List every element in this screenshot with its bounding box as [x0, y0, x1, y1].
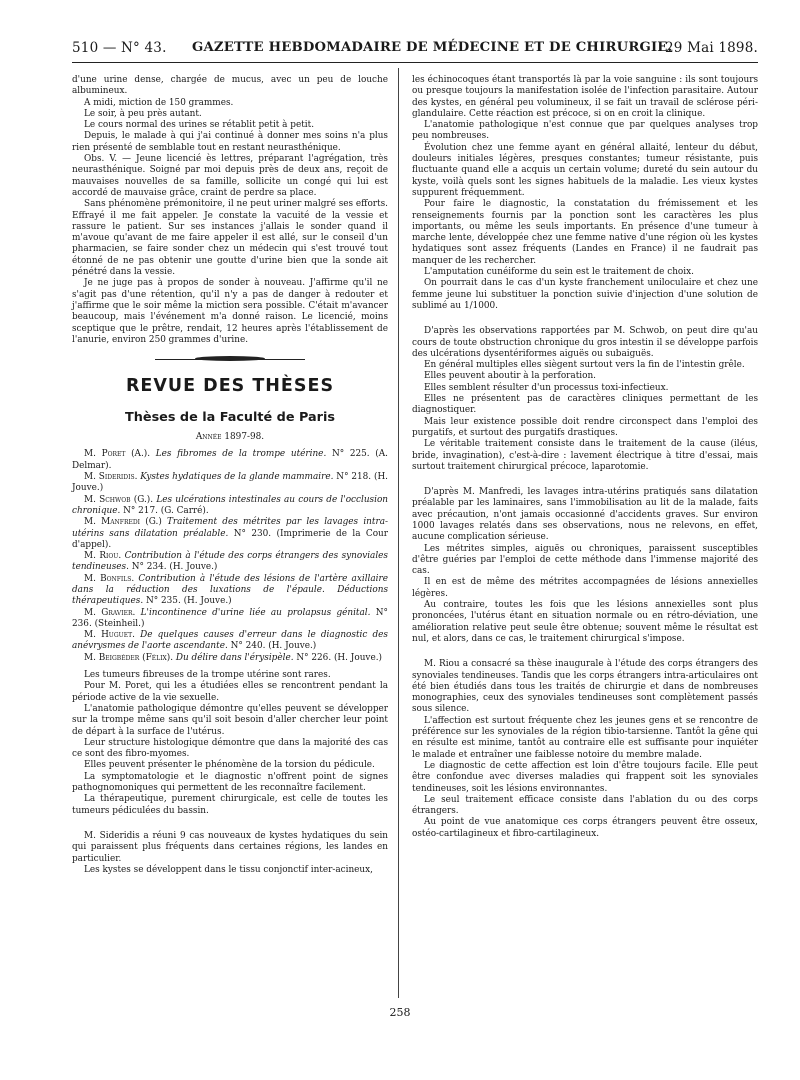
paragraph: A midi, miction de 150 grammes. [84, 97, 234, 108]
thesis-reference: N° 236. (Steinheil.) [72, 607, 388, 629]
column-divider [398, 68, 399, 998]
paragraph: La thérapeutique, purement chirurgicale, est celle de toutes les tumeurs pédiculées du bassin. [72, 794, 388, 816]
paragraph: d'une urine dense, chargée de mucus, avec un peu de louche albumineux. [72, 75, 388, 97]
paragraph: Il en est de même des métrites accompagnées de lésions annexielles légères. [412, 577, 758, 599]
paragraph: En général multiples elles siègent surtout vers la fin de l'intestin grêle. [424, 360, 745, 371]
thesis-title: L'incontinence d'urine liée au prolapsus génital. [140, 607, 371, 618]
paragraph: Sans phénomène prémonitoire, il ne peut uriner malgré ses efforts. Effrayé il me fait appeler. Je constate la vacuité de la vessie et rassure le patient. Sur ses instances j'allais le sonder quand il m'avoue qu'avant de me faire appeler il est allé, sur le conseil d'un pharmacien, se faire sonder chez un médecin qui s'est trouvé tout étonné de ne pas obtenir une goutte d'urine bien que la sonde ait pénétré dans la vessie. [72, 199, 388, 278]
running-header [72, 40, 758, 60]
thesis-reference: N° 230. (Imprimerie de la Cour d'appel). [72, 528, 389, 550]
paragraph: Évolution chez une femme ayant en général allaité, lenteur du début, douleurs initiales légères, presques constantes; tumeur résistante, puis fluctuante quand elle a acquis un certain volume; dureté du sein autour du kyste, voilà quels sont les signes habituels de la maladie. Les vieux kystes suppurent fréquemment. [412, 142, 758, 198]
paragraph: M. Riou a consacré sa thèse inaugurale à l'étude des corps étrangers des synoviales tendineuses. Tandis que les corps étrangers intra-articulaires ont été bien étudiés dans tous les traités de chirurgie et dans de nombreuses monographies, ceux des synoviales tendineuses sont complètement passés sous silence. [412, 659, 758, 715]
thesis-title: Kystes hydatiques de la glande mammaire. [140, 472, 334, 483]
paragraph: D'après M. Manfredi, les lavages intra-utérins pratiqués sans dilatation préalable par les laminaires, sans l'immobilisation au lit de la malade, faits avec précaution, n'ont jamais occasionné d'accidents graves. Sur environ 1000 lavages relatés dans ses observations, nous ne relevons, en effet, aucune complication sérieuse. [412, 487, 758, 543]
thesis-reference: N° 235. (H. Jouve.) [145, 596, 232, 607]
thesis-author: M. Bonfils. [84, 573, 135, 584]
thesis-title: Contribution à l'étude des lésions de l'artère axillaire dans la réduction des luxations de l'épaule. Déductions thérapeutiques. [72, 573, 388, 607]
paragraph: On pourrait dans le cas d'un kyste franchement uniloculaire et chez une femme jeune lui substituer la ponction suivie d'injection d'une solution de sublimé au 1/1000. [412, 278, 758, 311]
thesis-title: Du délire dans l'érysipèle. [175, 652, 294, 663]
paragraph: L'affection est surtout fréquente chez les jeunes gens et se rencontre de préférence sur les synoviales de la région tibio-tarsienne. Tantôt la gêne qui en résulte est minime, tantôt au contraire elle est suffisante pour inquiéter le malade et entraîner une faiblesse notoire du membre malade. [412, 715, 758, 760]
paragraph: Pour faire le diagnostic, la constatation du frémissement et les renseignements fournis par la ponction sont les caractères les plus importants, ou même les seuls importants. En présence d'une tumeur à marche lente, développée chez une femme native d'une région où les kystes hydatiques sont assez fréquents (Landes en France) il ne faudrait pas manquer de les rechercher. [412, 199, 758, 266]
paragraph: D'après les observations rapportées par M. Schwob, on peut dire qu'au cours de toute obstruction chronique du gros intestin il se développe parfois des ulcérations dysentériformes aiguës ou subaiguës. [412, 326, 758, 359]
header-date: 29 Mai 1898. [665, 40, 758, 56]
thesis-entry [72, 574, 388, 608]
thesis-title: Contribution à l'étude des corps étrangers des synoviales tendineuses. [72, 551, 388, 573]
thesis-title: Les ulcérations intestinales au cours de l'occlusion chronique. [72, 494, 389, 516]
thesis-author: M. Riou. [84, 551, 122, 562]
paragraph: Obs. V. — Jeune licencié ès lettres, préparant l'agrégation, très neurasthénique. Soigné par moi depuis près de deux ans, reçoit de mauvaises nouvelles de sa famille, sollicite un congé qui lui est accordé de mauvaise grâce, craint de perdre sa place. [72, 154, 388, 198]
paragraph: Elles peuvent aboutir à la perforation. [424, 371, 596, 382]
thesis-entry [72, 517, 388, 551]
paragraph: Elles peuvent présenter le phénomène de la torsion du pédicule. [84, 760, 375, 771]
paragraph: L'amputation cunéiforme du sein est le traitement de choix. [424, 267, 694, 278]
thesis-author: M. Beigbéder (Félix). [84, 652, 174, 663]
paragraph: Le véritable traitement consiste dans le traitement de la cause (iléus, bride, invagination), c'est-à-dire : lavement électrique à titre d'essai, mais surtout traitement chirurgical précoce, laparotomie. [412, 439, 758, 472]
section-title: REVUE DES THÈSES [125, 376, 335, 397]
paragraph: Le diagnostic de cette affection est loin d'être toujours facile. Elle peut être confondue avec diverses maladies qui frappent soit les synoviales tendineuses, soit les lésions environnantes. [412, 760, 758, 794]
thesis-author: M. Gravier. [84, 607, 136, 618]
thesis-reference: N° 226. (H. Jouve.) [296, 652, 382, 663]
thesis-author: M. Sideridis. [84, 472, 138, 483]
thesis-reference: N° 240. (H. Jouve.) [230, 641, 317, 652]
page-number: 258 [389, 1006, 411, 1019]
thesis-reference: N° 225. (A. Delmar). [72, 449, 388, 471]
thesis-entry [72, 472, 388, 495]
paragraph: Au contraire, toutes les fois que les lésions annexielles sont plus prononcées, l'utérus étant en situation normale ou en rétro-déviation, une amélioration relative peut seule être obtenue; souvent même le résultat est nul, et alors, dans ce cas, le traitement chirurgical s'impose. [412, 600, 758, 644]
thesis-reference: N° 218. (H. Jouve.) [72, 472, 389, 494]
thesis-title: Traitement des métrites par les lavages intra-utérins sans dilatation préalable. [72, 517, 388, 539]
thesis-author: M. Huguet. [84, 630, 135, 641]
year-label: Année 1897-98. [195, 432, 265, 443]
paragraph: Mais leur existence possible doit rendre circonspect dans l'emploi des purgatifs, et surtout des purgatifs drastiques. [412, 416, 758, 438]
thesis-title: De quelques causes d'erreur dans le diagnostic des anévrysmes de l'aorte ascendante. [72, 630, 388, 652]
thesis-list [72, 449, 388, 664]
paragraph: les échinocoques étant transportés là par la voie sanguine : ils sont toujours ou presque toujours la manifestation isolée de l'infection parasitaire. Autour des kystes, en général peu volumineux, il se fait un travail de sclérose péri-glandulaire. Cette réaction est précoce, si on en croit la clinique. [412, 75, 758, 119]
paragraph: Elles ne présentent pas de caractères cliniques permettant de les diagnostiquer. [412, 394, 758, 416]
thesis-entry [72, 449, 388, 472]
paragraph: Les métrites simples, aiguës ou chroniques, paraissent susceptibles d'être guéries par l'emploi de cette méthode dans l'immense majorité des cas. [412, 543, 758, 577]
subsection-title: Thèses de la Faculté de Paris [125, 410, 335, 426]
thesis-entry [72, 608, 388, 631]
paragraph: Le cours normal des urines se rétablit petit à petit. [84, 120, 315, 131]
thesis-entry [72, 630, 388, 653]
paragraph: Le seul traitement efficace consiste dans l'ablation du ou des corps étrangers. [412, 794, 758, 817]
thesis-author: M. Schwob (G.). [84, 494, 154, 505]
ornamental-divider [155, 355, 305, 364]
paragraph: Depuis, le malade à qui j'ai continué à donner mes soins n'a plus rien présenté de semblable tout en restant neurasthénique. [72, 131, 388, 153]
thesis-entry [72, 653, 388, 664]
header-journal-title: GAZETTE HEBDOMADAIRE DE MÉDECINE ET DE CHIRURGIE. [192, 40, 673, 55]
paragraph: Les tumeurs fibreuses de la trompe utérine sont rares. [84, 670, 331, 681]
paragraph: Elles semblent résulter d'un processus toxi-infectieux. [424, 382, 669, 393]
thesis-entry [72, 495, 388, 518]
header-issue: 510 — N° 43. [72, 40, 167, 56]
left-column [72, 75, 388, 876]
thesis-author: M. Manfredi (G.) [84, 517, 162, 528]
paragraph: Au point de vue anatomique ces corps étrangers peuvent être osseux, ostéo-cartilagineux et fibro-cartilagineux. [412, 817, 758, 839]
header-rule [72, 62, 758, 63]
thesis-reference: N° 217. (G. Carré). [123, 505, 209, 516]
paragraph: Je ne juge pas à propos de sonder à nouveau. J'affirme qu'il ne s'agit pas d'une rétention, qu'il n'y a pas de danger à redouter et j'affirme que le soir même la miction sera possible. C'était m'avancer beaucoup, mais l'événement m'a donné raison. Le licencié, moins sceptique que le prêtre, rendait, 12 heures après l'établissement de l'anurie, environ 250 grammes d'urine. [72, 278, 388, 345]
thesis-entry [72, 551, 388, 574]
right-column [412, 75, 758, 840]
year-heading [72, 432, 388, 443]
paragraph: M. Sideridis a réuni 9 cas nouveaux de kystes hydatiques du sein qui paraissent plus fréquents dans certaines régions, les landes en particulier. [72, 830, 388, 864]
thesis-reference: N° 234. (H. Jouve.) [131, 562, 218, 573]
paragraph: Pour M. Poret, qui les a étudiées elles se rencontrent pendant la période active de la vie sexuelle. [72, 681, 388, 703]
paragraph: La symptomatologie et le diagnostic n'offrent point de signes pathognomoniques qui permettent de les reconnaître facilement. [72, 771, 388, 794]
paragraph: Leur structure histologique démontre que dans la majorité des cas ce sont des fibro-myomes. [72, 737, 388, 760]
thesis-author: M. Poret (A.). [84, 449, 151, 460]
paragraph: Le soir, à peu près autant. [84, 108, 202, 119]
paragraph: L'anatomie pathologique n'est connue que par quelques analyses trop peu nombreuses. [412, 120, 758, 142]
paragraph: Les kystes se développent dans le tissu conjonctif inter-acineux, [84, 864, 373, 875]
thesis-title: Les fibromes de la trompe utérine. [155, 449, 327, 460]
paragraph: L'anatomie pathologique démontre qu'elles peuvent se développer sur la trompe même sans qu'il soit besoin d'aller chercher leur point de départ à la surface de l'utérus. [72, 703, 388, 737]
